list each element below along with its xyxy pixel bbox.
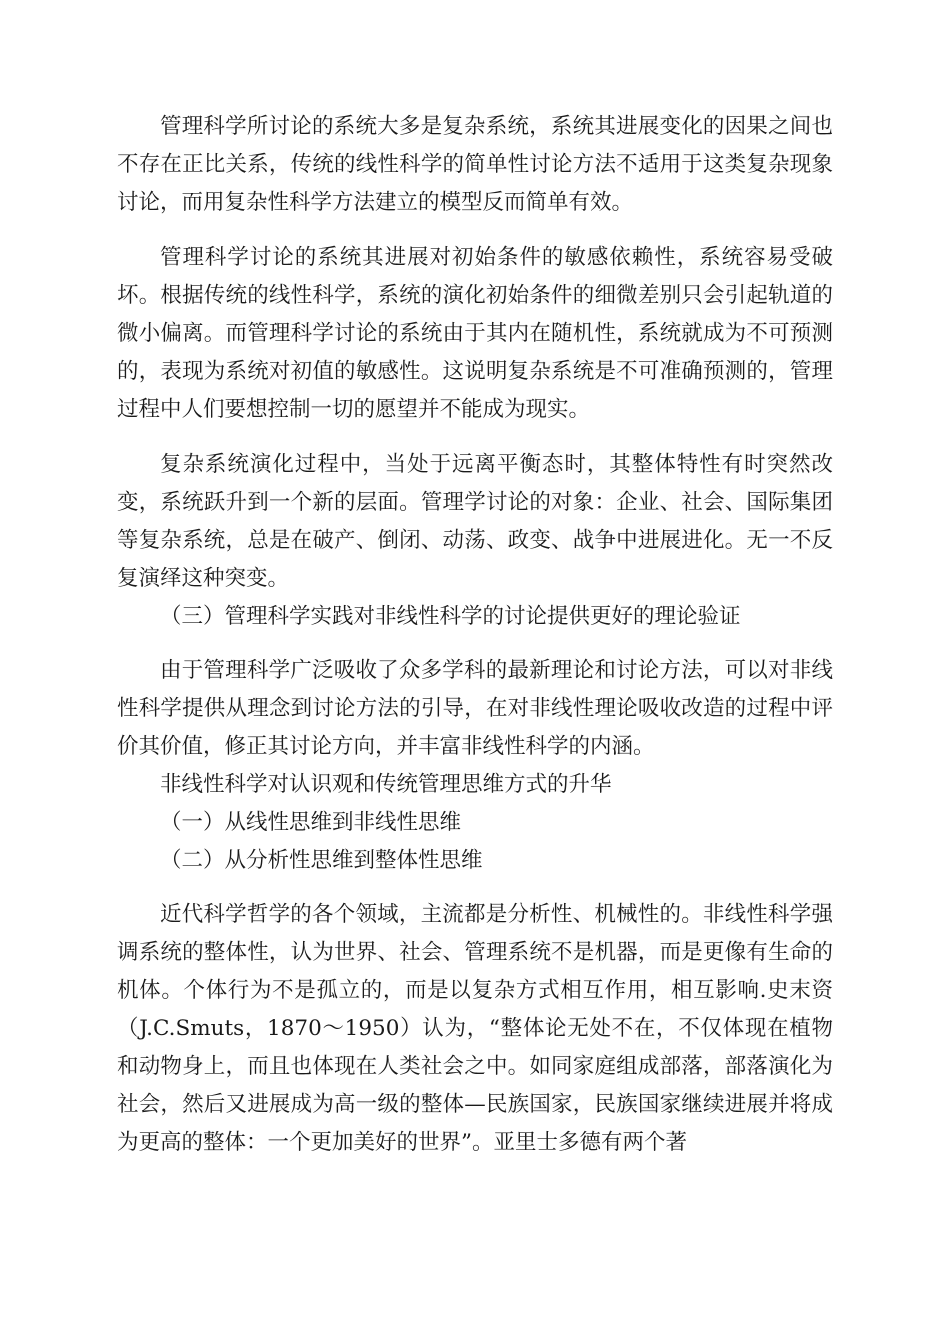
- paragraph-sudden-change: 复杂系统演化过程中，当处于远离平衡态时，其整体特性有时突然改变，系统跃升到一个新的层面。管理学讨论的对象：企业、社会、国际集团等复杂系统，总是在破产、倒闭、动荡、政变、战争中进展进化。无一不反复演绎这种突变。: [117, 452, 833, 591]
- subsection-heading-one: （一）从线性思维到非线性思维: [160, 810, 462, 835]
- paragraph-complex-systems: 管理科学所讨论的系统大多是复杂系统，系统其进展变化的因果之间也不存在正比关系，传统的线性科学的简单性讨论方法不适用于这类复杂现象讨论，而用复杂性科学方法建立的模型反而简单有效。: [117, 114, 833, 215]
- paragraph-holism: 近代科学哲学的各个领域，主流都是分析性、机械性的。非线性科学强调系统的整体性，认为世界、社会、管理系统不是机器，而是更像有生命的机体。个体行为不是孤立的，而是以复杂方式相互作用，相互影响.史末资（J.C.Smuts，1870～1950）认为，“整体论无处不在，不仅体现在植物和动物身上，而且也体现在人类社会之中。如同家庭组成部落，部落演化为社会，然后又进展成为高一级的整体—民族国家，民族国家继续进展并将成为更高的整体：一个更加美好的世界”。亚里士多德有两个著: [117, 902, 833, 1155]
- section-heading-sublimation: 非线性科学对认识观和传统管理思维方式的升华: [160, 772, 612, 797]
- paragraph-methods-guidance: 由于管理科学广泛吸收了众多学科的最新理论和讨论方法，可以对非线性科学提供从理念到讨论方法的引导，在对非线性理论吸收改造的过程中评价其价值，修正其讨论方向，并丰富非线性科学的内涵。: [117, 658, 833, 759]
- paragraph-initial-conditions: 管理科学讨论的系统其进展对初始条件的敏感依赖性，系统容易受破坏。根据传统的线性科学，系统的演化初始条件的细微差别只会引起轨道的微小偏离。而管理科学讨论的系统由于其内在随机性，系统就成为不可预测的，表现为系统对初值的敏感性。这说明复杂系统是不可准确预测的，管理过程中人们要想控制一切的愿望并不能成为现实。: [117, 245, 833, 422]
- document-page: [117, 108, 833, 1162]
- section-heading-three: （三）管理科学实践对非线性科学的讨论提供更好的理论验证: [160, 604, 741, 629]
- subsection-heading-two: （二）从分析性思维到整体性思维: [160, 848, 483, 873]
